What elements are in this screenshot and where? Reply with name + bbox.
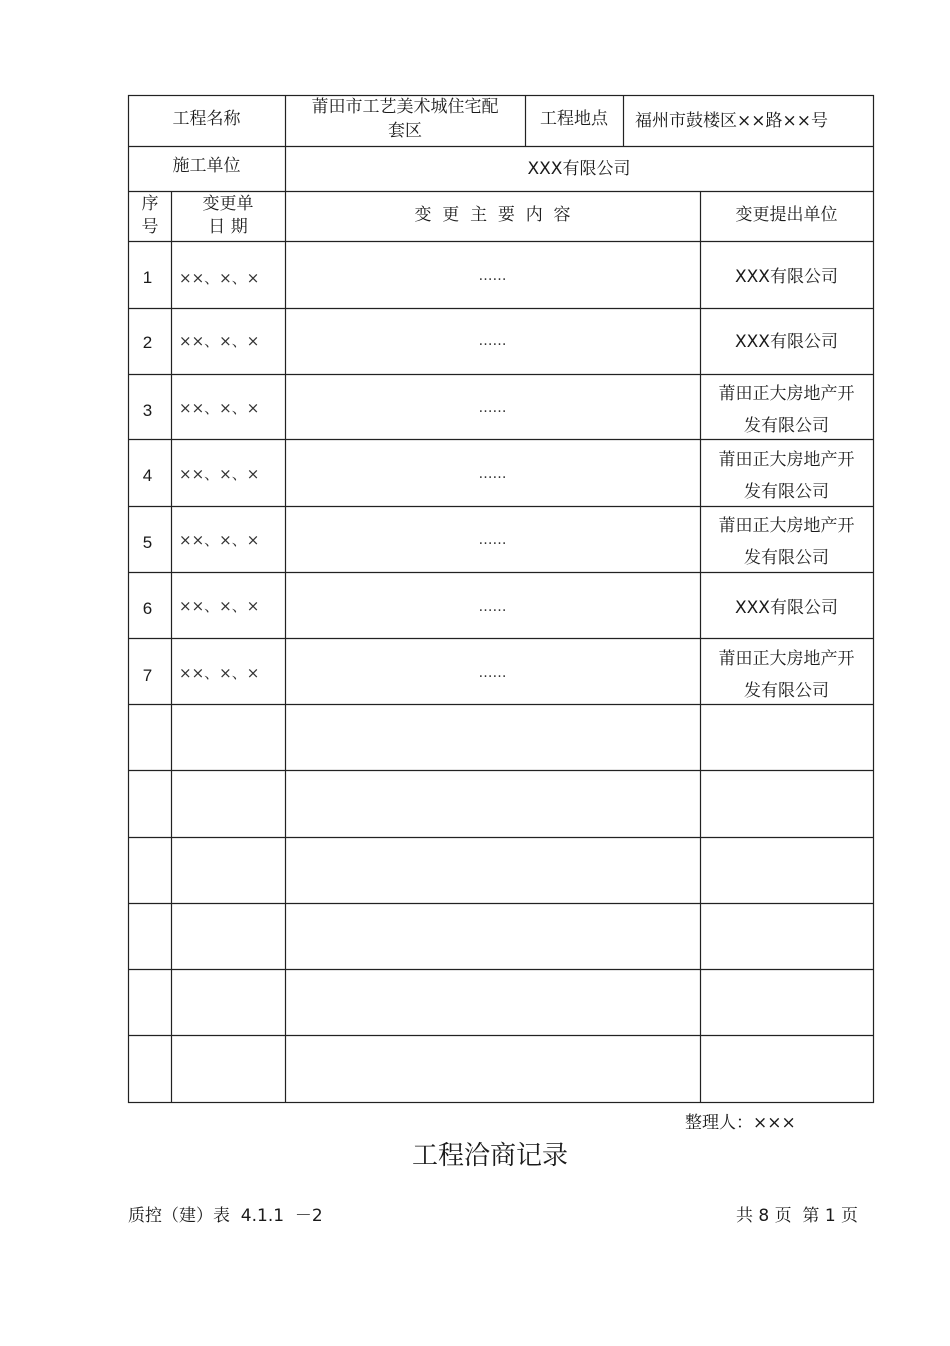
row-2-proposer: XXX有限公司 <box>735 332 838 352</box>
row-1-content: …… <box>478 268 507 284</box>
row-4-content: …… <box>478 466 507 482</box>
col-seq-line1: 序 <box>141 194 159 214</box>
location-label: 工程地点 <box>540 109 608 129</box>
row-7-date: ××、×、× <box>179 664 260 682</box>
contractor-label: 施工单位 <box>172 156 241 176</box>
project-name-line1: 莆田市工艺美术城住宅配 <box>311 97 499 117</box>
row-5-date: ××、×、× <box>179 531 260 549</box>
row-1-date: ××、×、× <box>179 269 260 287</box>
row-6-seq: 6 <box>142 599 153 618</box>
row-2-seq: 2 <box>142 333 153 352</box>
project-name-label: 工程名称 <box>172 109 241 129</box>
row-3-seq: 3 <box>142 401 153 420</box>
row-7-proposer-line2: 发有限公司 <box>744 681 829 701</box>
col-proposer: 变更提出单位 <box>735 205 838 225</box>
row-4-proposer-line1: 莆田正大房地产开 <box>718 450 855 470</box>
row-4-seq: 4 <box>142 466 153 485</box>
row-5-content: …… <box>478 532 507 548</box>
row-7-seq: 7 <box>142 666 153 685</box>
row-3-content: …… <box>478 400 507 416</box>
row-3-date: ××、×、× <box>179 399 260 417</box>
page-info: 共 8 页 第 1 页 <box>736 1206 859 1226</box>
row-2-content: …… <box>478 333 507 349</box>
col-content: 变 更 主 要 内 容 <box>414 205 571 225</box>
col-seq-line2: 号 <box>141 217 159 237</box>
row-6-date: ××、×、× <box>179 597 260 615</box>
row-2-date: ××、×、× <box>179 332 260 350</box>
form-code: 质控（建）表 4.1.1 －2 <box>128 1206 323 1226</box>
row-6-proposer: XXX有限公司 <box>735 598 838 618</box>
row-5-proposer-line1: 莆田正大房地产开 <box>718 516 855 536</box>
col-date-line1: 变更单 <box>202 194 254 214</box>
row-7-content: …… <box>478 665 507 681</box>
row-1-seq: 1 <box>142 268 153 287</box>
col-date-line2: 日 期 <box>208 217 248 237</box>
row-5-proposer-line2: 发有限公司 <box>744 548 829 568</box>
row-1-proposer: XXX有限公司 <box>735 267 838 287</box>
project-name-line2: 套区 <box>388 121 422 141</box>
location-value: 福州市鼓楼区××路××号 <box>635 111 828 131</box>
row-5-seq: 5 <box>142 533 153 552</box>
row-3-proposer-line1: 莆田正大房地产开 <box>718 384 855 404</box>
row-6-content: …… <box>478 599 507 615</box>
row-4-proposer-line2: 发有限公司 <box>744 482 829 502</box>
row-3-proposer-line2: 发有限公司 <box>744 416 829 436</box>
document-title: 工程洽商记录 <box>412 1141 569 1171</box>
compiler: 整理人：××× <box>685 1113 796 1133</box>
row-7-proposer-line1: 莆田正大房地产开 <box>718 649 855 669</box>
contractor-value: XXX有限公司 <box>527 159 631 179</box>
row-4-date: ××、×、× <box>179 465 260 483</box>
